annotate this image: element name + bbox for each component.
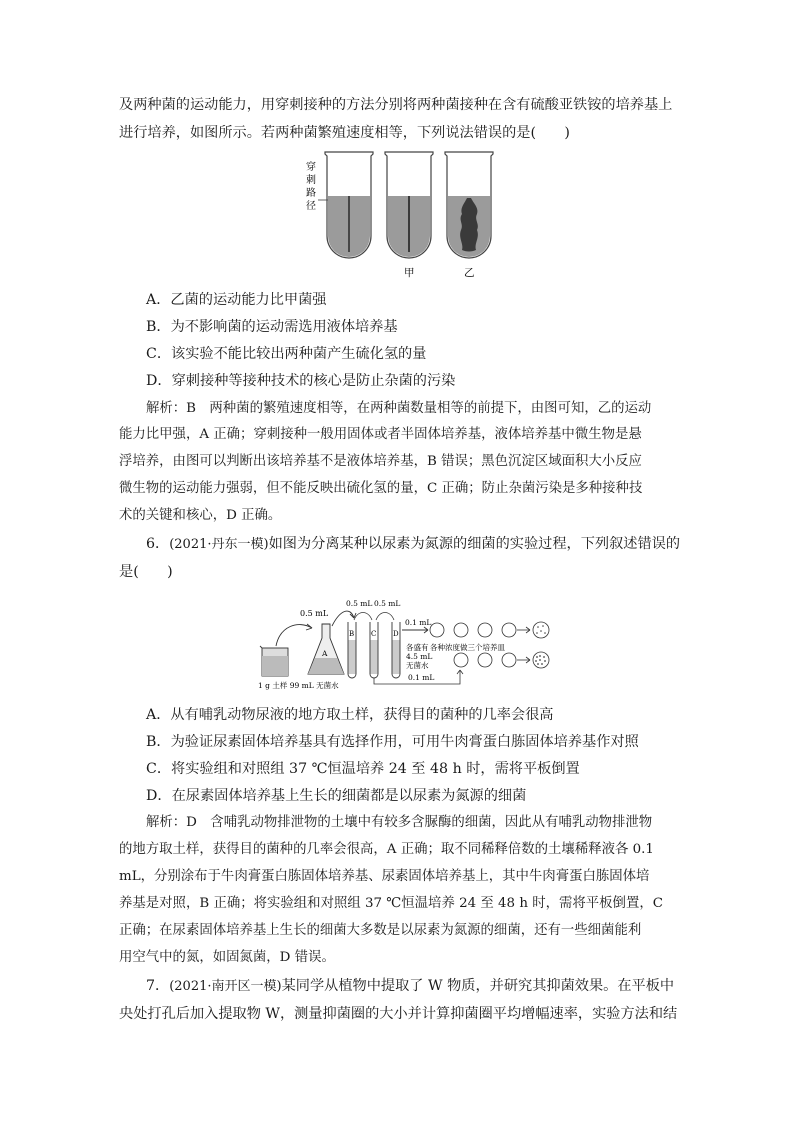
q6-volume-1: 0.5 mL	[300, 609, 329, 618]
q5-option-c: C．该实验不能比较出两种菌产生硫化氢的量	[146, 346, 427, 362]
q6-flask-a	[308, 624, 344, 674]
q6-solution-line-1: 解析：D 含哺乳动物排泄物的土壤中有较多含脲酶的细菌，因此从有哺乳动物排泄物	[146, 815, 653, 830]
q6-volume-3: 0.5 mL	[374, 599, 401, 608]
q7-stem-text: 某同学从植物中提取了 W 物质，并研究其抑菌效果。在平板中	[281, 978, 675, 994]
q6-option-c: C．将实验组和对照组 37 ℃恒温培养 24 至 48 h 时，需将平板倒置	[146, 761, 580, 777]
q5-solution-line-1: 解析：B 两种菌的繁殖速度相等，在两种菌数量相等的前提下，由图可知，乙的运动	[146, 401, 652, 416]
q5-option-b: B．为不影响菌的运动需选用液体培养基	[146, 319, 398, 335]
q5-option-a: A．乙菌的运动能力比甲菌强	[146, 292, 327, 308]
q5-stem-line-2: 进行培养，如图所示。若两种菌繁殖速度相等，下列说法错误的是( )	[119, 125, 570, 141]
q6-each-tube-line-2: 4.5 mL	[406, 652, 433, 661]
q5-tube-jia	[385, 152, 433, 258]
q6-solution-line-4: 养基是对照，B 正确；将实验组和对照组 37 ℃恒温培养 24 至 48 h 时，需将平板倒置，C	[119, 896, 663, 911]
q5-tube-label-jia: 甲	[404, 267, 415, 279]
q5-stem-line-1: 及两种菌的运动能力，用穿刺接种的方法分别将两种菌接种在含有硫酸亚铁铵的培养基上	[119, 97, 673, 113]
q6-option-a: A．从有哺乳动物尿液的地方取土样，获得目的菌种的几率会很高	[146, 707, 554, 723]
q6-each-tube-line-3: 无菌水	[406, 661, 429, 670]
q5-tube-yi	[445, 152, 493, 258]
q7-source: (2021·南开区一模)	[169, 979, 282, 994]
q6-source: (2021·丹东一模)	[169, 537, 269, 552]
q6-plate-3	[478, 623, 492, 637]
q6-label-d: D	[393, 630, 399, 638]
q5-test-tube-figure	[300, 148, 510, 286]
q6-label-a: A	[322, 649, 328, 658]
q7-stem-line-2: 央处打孔后加入提取物 W，测量抑菌圈的大小并计算抑菌圈平均增幅速率，实验方法和结	[119, 1006, 678, 1022]
q5-tube-1	[325, 152, 373, 258]
q6-solution-line-5: 正确；在尿素固体培养基上生长的细菌大多数是以尿素为氮源的细菌，还有一些细菌能利	[119, 923, 642, 938]
q6-plate-5	[454, 653, 468, 667]
q6-plate-4	[502, 623, 516, 637]
q6-stem-line-1	[146, 534, 680, 555]
q5-side-label-char-2: 刺	[306, 175, 316, 186]
q6-number: 6．	[146, 536, 170, 552]
q6-plate-2	[454, 623, 468, 637]
q6-label-c: C	[371, 630, 377, 638]
q6-option-b: B．为验证尿素固体培养基具有选择作用，可用牛肉膏蛋白胨固体培养基作对照	[146, 734, 639, 750]
q6-tube-b	[348, 622, 356, 678]
q7-number: 7．	[146, 978, 170, 994]
q5-side-label-char-3: 路	[306, 188, 316, 199]
q6-volume-2: 0.5 mL	[346, 599, 373, 608]
q6-volume-5: 0.1 mL	[408, 673, 435, 682]
q6-plate-6	[478, 653, 492, 667]
q5-solution-line-4: 微生物的运动能力强弱，但不能反映出硫化氢的量，C 正确；防止杂菌污染是多种接种技	[119, 481, 643, 496]
q5-side-label-char-1: 穿	[306, 162, 316, 173]
q6-stem-text: 如图为分离某种以尿素为氮源的细菌的实验过程，下列叙述错误的	[268, 536, 681, 552]
q6-beaker	[260, 646, 288, 676]
q6-plate-7	[502, 653, 516, 667]
q7-stem-line-1	[146, 976, 674, 997]
q6-option-d: D．在尿素固体培养基上生长的细菌都是以尿素为氮源的细菌	[146, 788, 527, 804]
q6-solution-line-3: mL，分别涂布于牛肉膏蛋白胨固体培养基、尿素固体培养基上，其中牛肉膏蛋白胨固体培	[119, 869, 650, 884]
q6-solution-line-2: 的地方取土样，获得目的菌种的几率会很高，A 正确；取不同稀释倍数的土壤稀释液各 0.1	[119, 842, 654, 857]
q5-tube-label-yi: 乙	[464, 267, 475, 279]
q5-solution-line-2: 能力比甲强，A 正确；穿刺接种一般用固体或者半固体培养基，液体培养基中微生物是悬	[119, 427, 642, 442]
q6-volume-4: 0.1 mL	[405, 618, 432, 627]
q6-solution-line-6: 用空气中的氮，如固氮菌，D 错误。	[119, 950, 335, 965]
q5-solution-line-5: 术的关键和核心，D 正确。	[119, 508, 282, 523]
q6-plates-note: 各种浓度做三个培养皿	[430, 643, 505, 652]
q5-solution-line-3: 浮培养，由图可以判断出该培养基不是液体培养基，B 错误；黑色沉淀区域面积大小反应	[119, 454, 642, 469]
q6-stem-line-2: 是( )	[119, 564, 173, 580]
q6-tube-d	[392, 622, 400, 678]
q6-label-b: B	[349, 630, 355, 638]
q6-soil-note: 1 g 土样 99 mL 无菌水	[258, 681, 339, 690]
q6-each-tube-line-1: 各盛有	[406, 643, 429, 652]
q6-dilution-figure	[250, 596, 580, 694]
q5-option-d: D．穿刺接种等接种技术的核心是防止杂菌的污染	[146, 373, 456, 389]
q6-result-plate-2	[533, 652, 549, 668]
q6-plate-1	[430, 623, 444, 637]
q6-result-plate-1	[533, 622, 549, 638]
q5-side-label-char-4: 径	[306, 201, 316, 212]
q6-tube-c	[370, 622, 378, 678]
